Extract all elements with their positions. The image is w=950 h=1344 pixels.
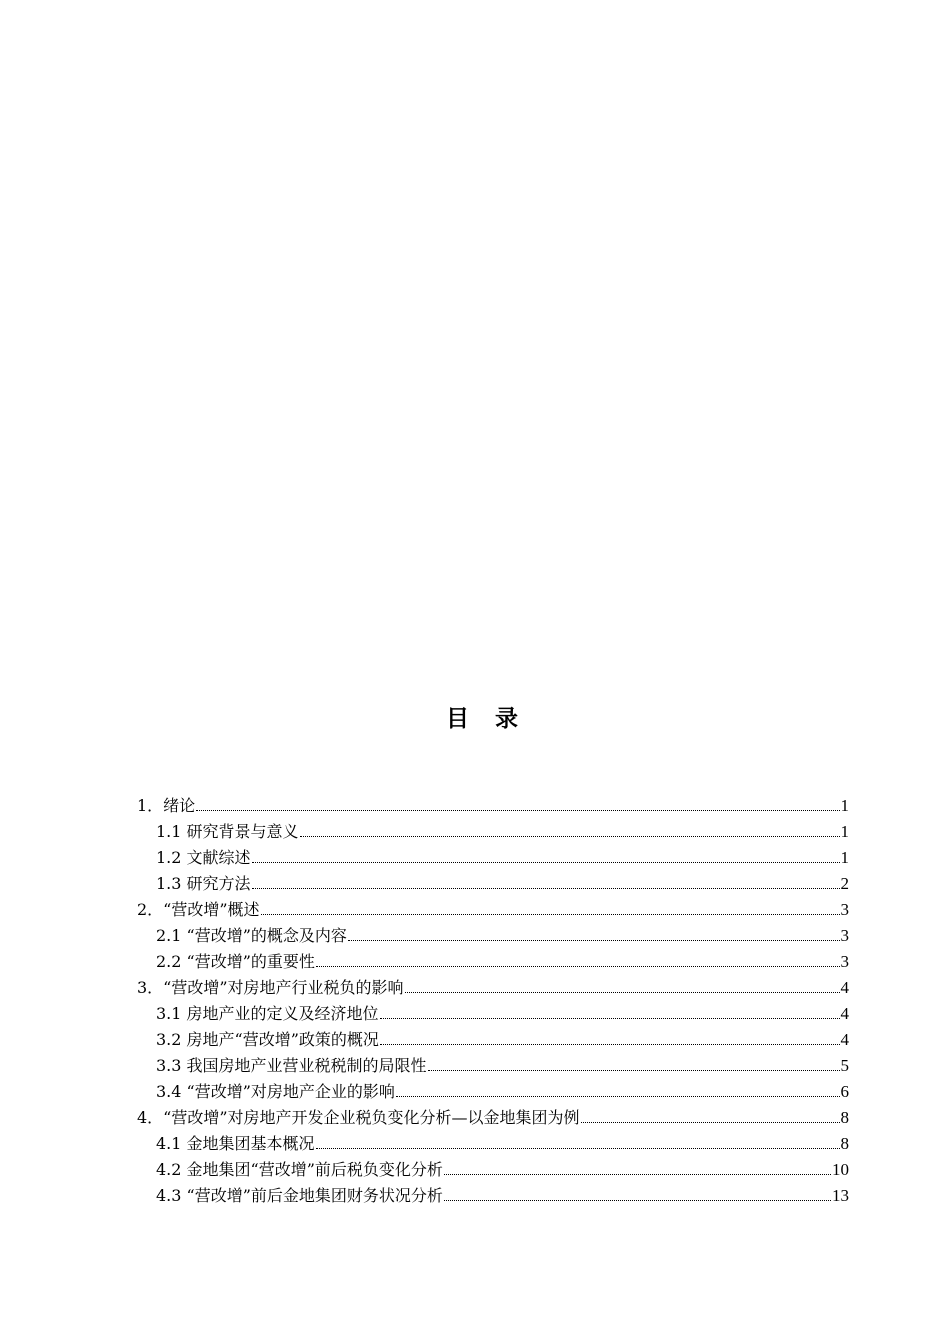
toc-dot-leader	[348, 940, 840, 941]
toc-entry[interactable]	[137, 1079, 849, 1105]
toc-entry[interactable]	[137, 871, 849, 897]
toc-entry-label: 3.3 我国房地产业营业税税制的局限性	[156, 1056, 427, 1075]
toc-entry-label: 1．绪论	[137, 796, 196, 815]
toc-entry-label: 2.1 “营改增”的概念及内容	[156, 926, 347, 945]
toc-dot-leader	[300, 836, 840, 837]
toc-entry[interactable]	[137, 923, 849, 949]
toc-dot-leader	[196, 810, 839, 811]
toc-entry[interactable]	[137, 897, 849, 923]
toc-entry-label: 2.2 “营改增”的重要性	[156, 952, 315, 971]
toc-entry[interactable]	[137, 975, 849, 1001]
toc-entry-page-number: 4	[840, 978, 849, 997]
toc-dot-leader	[252, 862, 840, 863]
toc-entry[interactable]	[137, 1183, 849, 1209]
toc-entry-label: 4.2 金地集团“营改增”前后税负变化分析	[156, 1160, 443, 1179]
toc-dot-leader	[316, 966, 840, 967]
toc-entry-label: 1.3 研究方法	[156, 874, 251, 893]
toc-entry-page-number: 4	[840, 1030, 849, 1049]
toc-entry[interactable]	[137, 949, 849, 975]
toc-entry-label: 4．“营改增”对房地产开发企业税负变化分析—以金地集团为例	[137, 1108, 580, 1127]
toc-dot-leader	[405, 992, 840, 993]
toc-entry[interactable]	[137, 1105, 849, 1131]
toc-entry-label: 4.3 “营改增”前后金地集团财务状况分析	[156, 1186, 443, 1205]
toc-entry-page-number: 1	[840, 796, 849, 815]
toc-entry-label: 1.2 文献综述	[156, 848, 251, 867]
toc-entry-page-number: 8	[840, 1108, 849, 1127]
toc-dot-leader	[396, 1096, 840, 1097]
toc-entry[interactable]	[137, 1027, 849, 1053]
toc-entry-label: 3.1 房地产业的定义及经济地位	[156, 1004, 379, 1023]
toc-dot-leader	[581, 1122, 840, 1123]
toc-entry-page-number: 8	[840, 1134, 849, 1153]
toc-entry[interactable]	[137, 793, 849, 819]
toc-entry-page-number: 2	[840, 874, 849, 893]
toc-entry[interactable]	[137, 819, 849, 845]
toc-dot-leader	[252, 888, 840, 889]
toc-entry[interactable]	[137, 1131, 849, 1157]
toc-dot-leader	[428, 1070, 840, 1071]
toc-list	[137, 793, 849, 1209]
toc-entry-label: 3．“营改增”对房地产行业税负的影响	[137, 978, 404, 997]
toc-dot-leader	[380, 1018, 840, 1019]
toc-entry-page-number: 4	[840, 1004, 849, 1023]
toc-dot-leader	[444, 1174, 831, 1175]
toc-entry-page-number: 6	[840, 1082, 849, 1101]
toc-entry-label: 4.1 金地集团基本概况	[156, 1134, 315, 1153]
toc-entry-label: 1.1 研究背景与意义	[156, 822, 299, 841]
toc-entry[interactable]	[137, 1157, 849, 1183]
toc-entry-label: 2．“营改增”概述	[137, 900, 260, 919]
toc-entry-page-number: 10	[832, 1160, 849, 1179]
toc-entry[interactable]	[137, 1053, 849, 1079]
toc-entry-page-number: 3	[840, 952, 849, 971]
toc-entry-label: 3.4 “营改增”对房地产企业的影响	[156, 1082, 395, 1101]
toc-entry-page-number: 13	[832, 1186, 849, 1205]
toc-entry-label: 3.2 房地产“营改增”政策的概况	[156, 1030, 379, 1049]
toc-dot-leader	[316, 1148, 840, 1149]
toc-entry-page-number: 1	[840, 822, 849, 841]
toc-entry-page-number: 5	[840, 1056, 849, 1075]
toc-title: 目录	[446, 706, 544, 732]
toc-dot-leader	[261, 914, 840, 915]
toc-entry-page-number: 3	[840, 900, 849, 919]
toc-dot-leader	[444, 1200, 831, 1201]
toc-entry-page-number: 1	[840, 848, 849, 867]
toc-entry[interactable]	[137, 845, 849, 871]
toc-dot-leader	[380, 1044, 840, 1045]
toc-entry-page-number: 3	[840, 926, 849, 945]
toc-entry[interactable]	[137, 1001, 849, 1027]
